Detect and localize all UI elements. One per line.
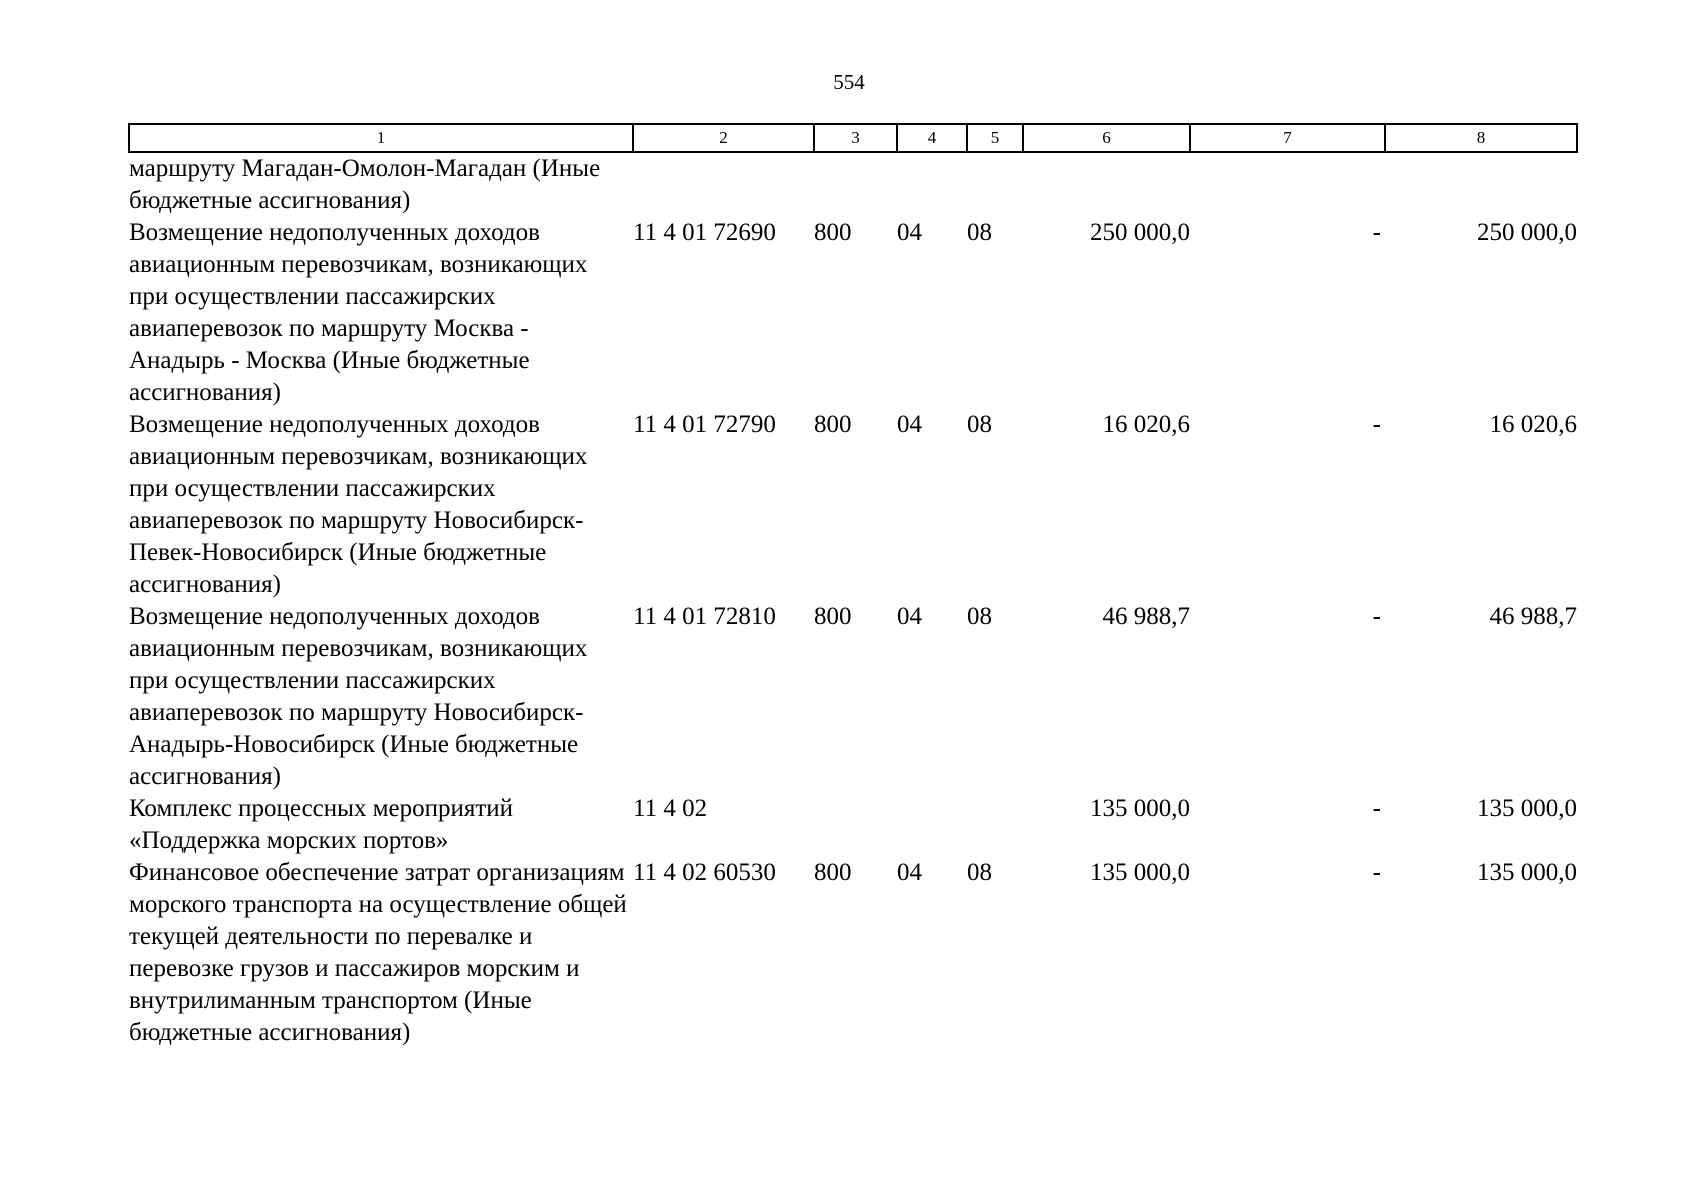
table-row — [129, 601, 1577, 793]
row-section — [897, 152, 967, 217]
row-amount: 135 000,0 — [1090, 859, 1190, 886]
row-description: Финансовое обеспечение затрат организациям морского транспорта на осуществление общей текущей деятельности по перевалке и перевозке грузов и пассажиров морским и внутрилиманным транспортом (Иные бюджетные ассигнования) — [129, 859, 627, 1046]
column-header-4: 4 — [897, 124, 967, 152]
row-change — [1190, 793, 1385, 857]
row-description: Возмещение недополученных доходов авиационным перевозчикам, возникающих при осуществлении пассажирских авиаперевозок по маршруту Москва - Анадырь - Москва (Иные бюджетные ассигнования) — [129, 219, 588, 406]
row-description: Возмещение недополученных доходов авиационным перевозчикам, возникающих при осуществлении пассажирских авиаперевозок по маршруту Новосибирск-Анадырь-Новосибирск (Иные бюджетные ассигнования) — [129, 603, 588, 790]
row-change-value: - — [1372, 411, 1381, 438]
row-subsection — [967, 793, 1023, 857]
row-expense-type — [814, 793, 897, 857]
row-change-value: - — [1372, 603, 1381, 630]
row-total: 250 000,0 — [1477, 219, 1577, 246]
table-row — [129, 857, 1577, 1049]
row-total — [1385, 152, 1577, 217]
row-target-code: 11 4 02 — [633, 795, 708, 822]
row-amount: 135 000,0 — [1090, 795, 1190, 822]
row-change — [1190, 152, 1385, 217]
row-change-value: - — [1372, 795, 1381, 822]
row-subsection: 08 — [967, 219, 992, 246]
table-body — [129, 152, 1577, 1049]
row-description: маршруту Магадан-Омолон-Магадан (Иные бюджетные ассигнования) — [129, 155, 601, 214]
row-subsection: 08 — [967, 603, 992, 630]
row-section: 04 — [897, 411, 922, 438]
column-header-6: 6 — [1023, 124, 1190, 152]
table-row — [129, 793, 1577, 857]
column-header-1: 1 — [129, 124, 633, 152]
row-description: Комплекс процессных мероприятий «Поддержка морских портов» — [129, 795, 514, 854]
row-total: 16 020,6 — [1489, 411, 1577, 438]
row-target-code: 11 4 01 72690 — [633, 219, 776, 246]
row-target-code — [633, 152, 814, 217]
row-expense-type: 800 — [814, 411, 852, 438]
row-total: 46 988,7 — [1489, 603, 1577, 630]
column-header-7: 7 — [1190, 124, 1385, 152]
column-number-row — [129, 124, 1577, 152]
row-target-code: 11 4 01 72790 — [633, 411, 776, 438]
column-header-3: 3 — [814, 124, 897, 152]
page-number: 554 — [833, 70, 865, 94]
row-section: 04 — [897, 219, 922, 246]
table-row — [129, 152, 1577, 217]
row-target-code: 11 4 02 60530 — [633, 859, 776, 886]
column-header-8: 8 — [1385, 124, 1577, 152]
row-total: 135 000,0 — [1477, 795, 1577, 822]
row-expense-type: 800 — [814, 219, 852, 246]
row-subsection — [967, 152, 1023, 217]
row-change — [1190, 601, 1385, 793]
row-section — [897, 793, 967, 857]
row-subsection: 08 — [967, 411, 992, 438]
row-change-value: - — [1372, 859, 1381, 886]
row-expense-type: 800 — [814, 603, 852, 630]
row-expense-type: 800 — [814, 859, 852, 886]
row-expense-type — [814, 152, 897, 217]
row-description: Возмещение недополученных доходов авиационным перевозчикам, возникающих при осуществлении пассажирских авиаперевозок по маршруту Новосибирск-Певек-Новосибирск (Иные бюджетные ассигнования) — [129, 411, 588, 598]
table-row — [129, 409, 1577, 601]
table-row — [129, 217, 1577, 409]
budget-table — [128, 123, 1578, 1049]
row-amount — [1023, 152, 1190, 217]
column-header-2: 2 — [633, 124, 814, 152]
row-subsection: 08 — [967, 859, 992, 886]
row-change-value: - — [1372, 219, 1381, 246]
row-total: 135 000,0 — [1477, 859, 1577, 886]
column-header-5: 5 — [967, 124, 1023, 152]
row-section: 04 — [897, 859, 922, 886]
row-change — [1190, 409, 1385, 601]
row-target-code: 11 4 01 72810 — [633, 603, 776, 630]
row-change — [1190, 857, 1385, 1049]
row-section: 04 — [897, 603, 922, 630]
row-amount: 16 020,6 — [1102, 411, 1190, 438]
row-change — [1190, 217, 1385, 409]
row-amount: 46 988,7 — [1102, 603, 1190, 630]
table-header — [129, 124, 1577, 152]
row-amount: 250 000,0 — [1090, 219, 1190, 246]
